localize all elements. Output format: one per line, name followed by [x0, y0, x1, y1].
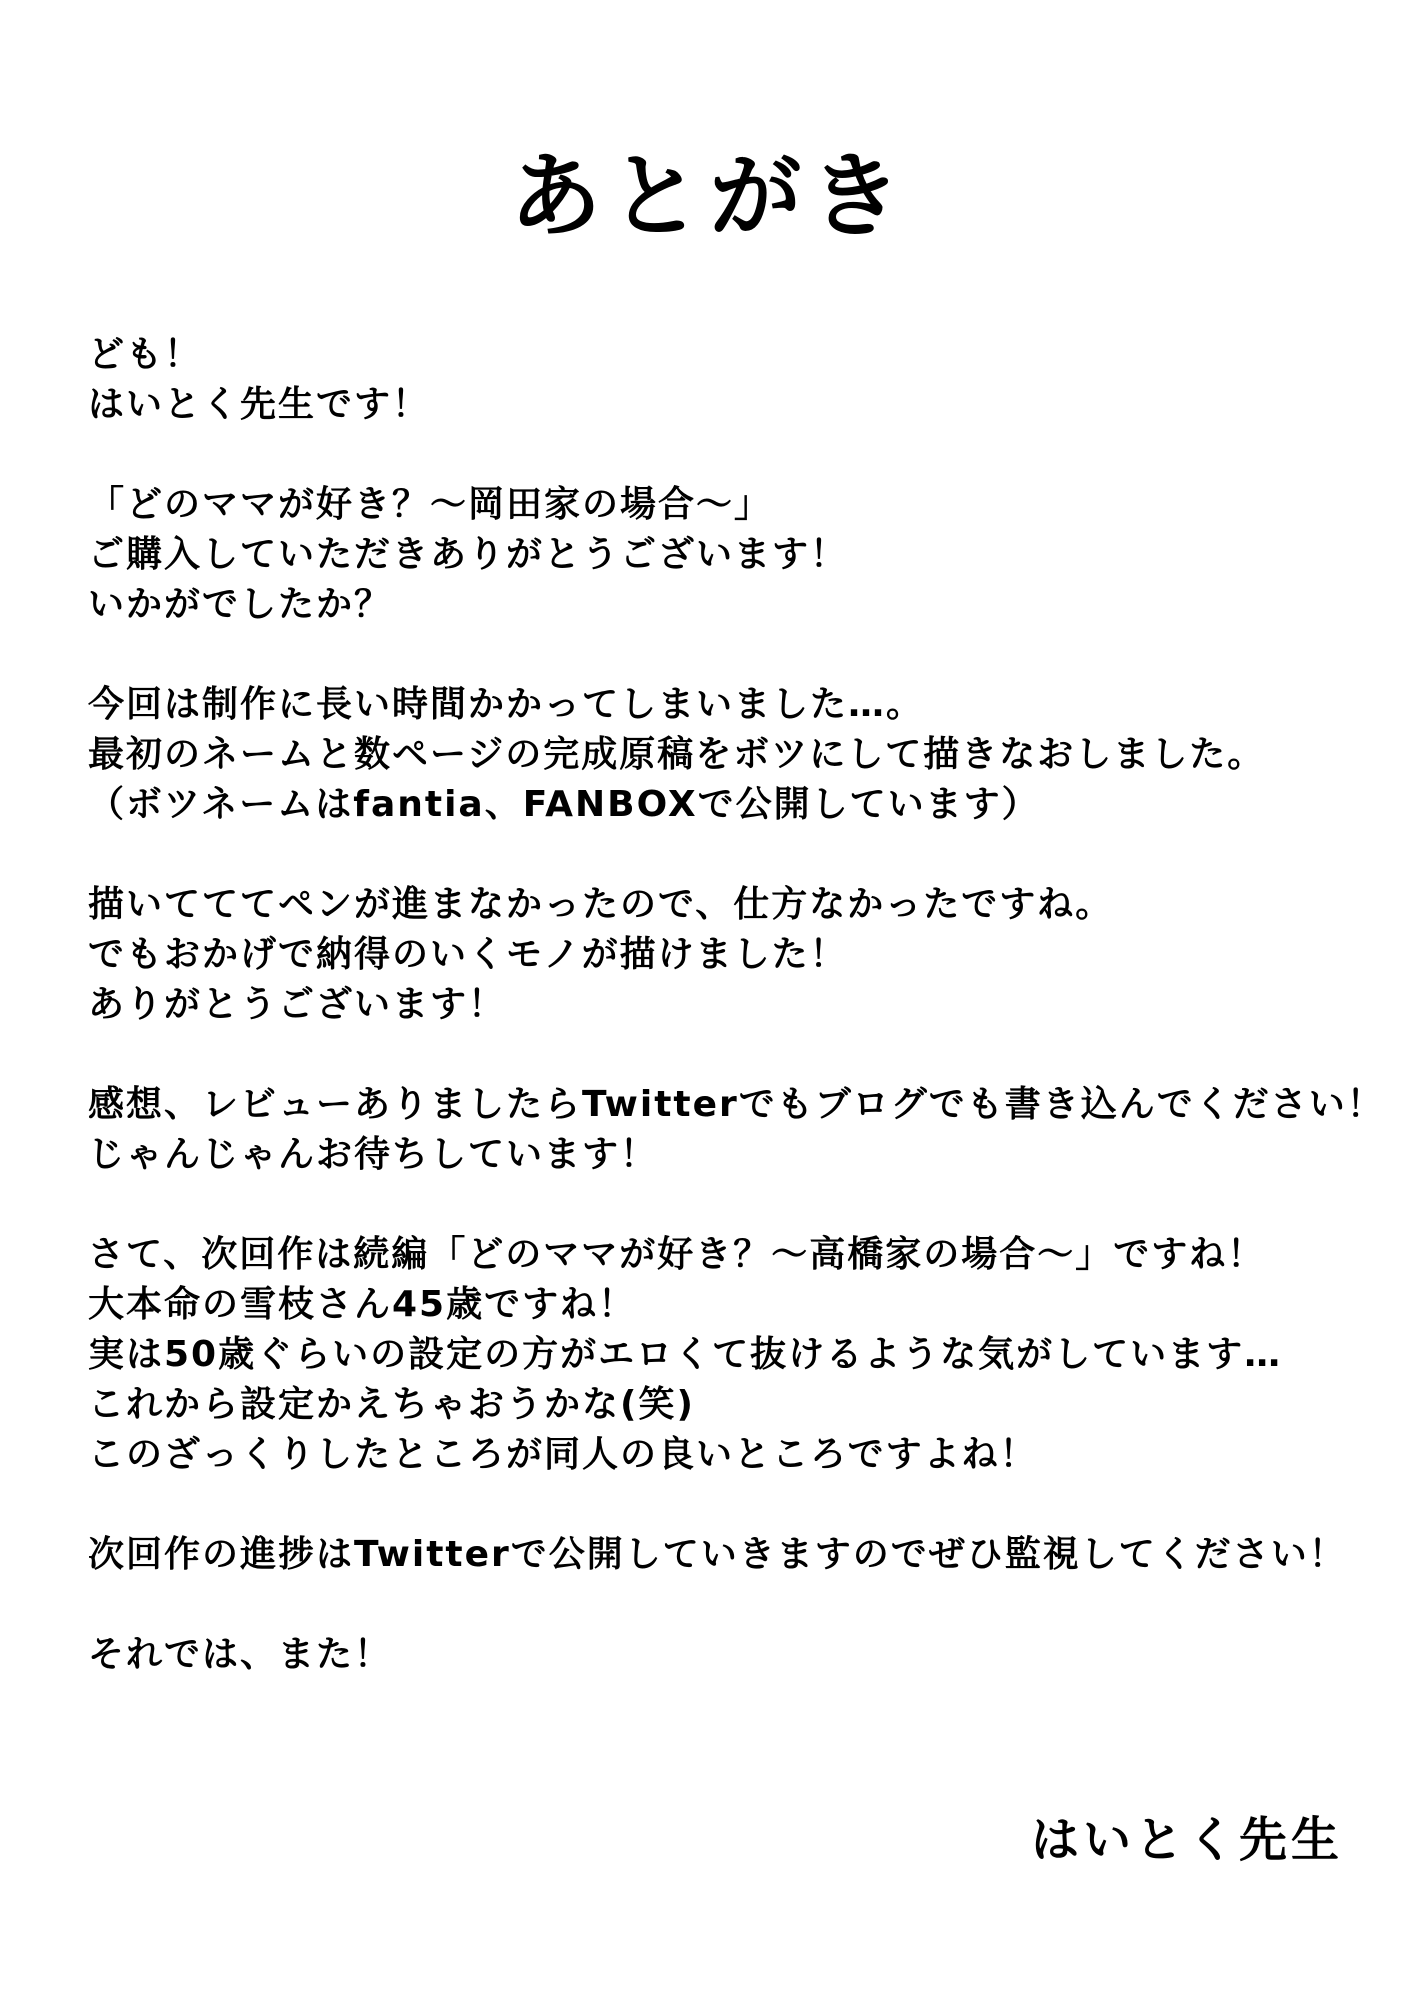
text-line: いかがでしたか？ [88, 584, 393, 625]
paragraph-progress [88, 880, 1348, 1030]
text-line: じゃんじゃんお待ちしています！ [88, 1134, 659, 1175]
text-line: 次回作の進捗はTwitterで公開していきますのでぜひ監視してください！ [88, 1534, 1347, 1575]
text-line: 描いてててペンが進まなかったので、仕方なかったですね。 [88, 884, 1114, 925]
text-line: 感想、レビューありましたらTwitterでもブログでも書き込んでください！ [88, 1084, 1385, 1125]
text-line: ご購入していただきありがとうございます！ [88, 534, 849, 575]
text-line: 「どのママが好き？〜岡田家の場合〜」 [88, 484, 773, 525]
text-line: ども！ [88, 334, 203, 375]
paragraph-twitter [88, 1530, 1348, 1580]
text-line: 実は50歳ぐらいの設定の方がエロくて抜けるような気がしています… [88, 1334, 1283, 1375]
text-line: ありがとうございます！ [88, 984, 507, 1025]
text-line: このざっくりしたところが同人の良いところですよね！ [88, 1434, 1038, 1475]
paragraph-production [88, 680, 1348, 830]
paragraph-reviews [88, 1080, 1385, 1180]
text-line: それでは、また！ [88, 1634, 393, 1675]
text-line: 大本命の雪枝さん45歳ですね！ [88, 1284, 637, 1325]
text-line: さて、次回作は続編「どのママが好き？〜高橋家の場合〜」ですね！ [88, 1234, 1266, 1275]
text-line: 今回は制作に長い時間かかってしまいました…。 [88, 684, 925, 725]
paragraph-greeting [88, 330, 1348, 430]
paragraph-next-work [88, 1230, 1348, 1480]
text-line: はいとく先生です！ [88, 384, 431, 425]
text-line: これから設定かえちゃおうかな(笑) [88, 1384, 695, 1425]
text-line: でもおかげで納得のいくモノが描けました！ [88, 934, 848, 975]
afterword-body [88, 330, 1385, 1730]
author-signature: はいとく先生 [1030, 1812, 1343, 1868]
paragraph-thanks [88, 480, 1348, 630]
text-line: （ボツネームはfantia、FANBOXで公開しています） [88, 784, 1040, 825]
text-line: 最初のネームと数ページの完成原稿をボツにして描きなおしました。 [88, 734, 1266, 775]
paragraph-closing [88, 1630, 1348, 1680]
page-title: あとがき [509, 143, 910, 250]
